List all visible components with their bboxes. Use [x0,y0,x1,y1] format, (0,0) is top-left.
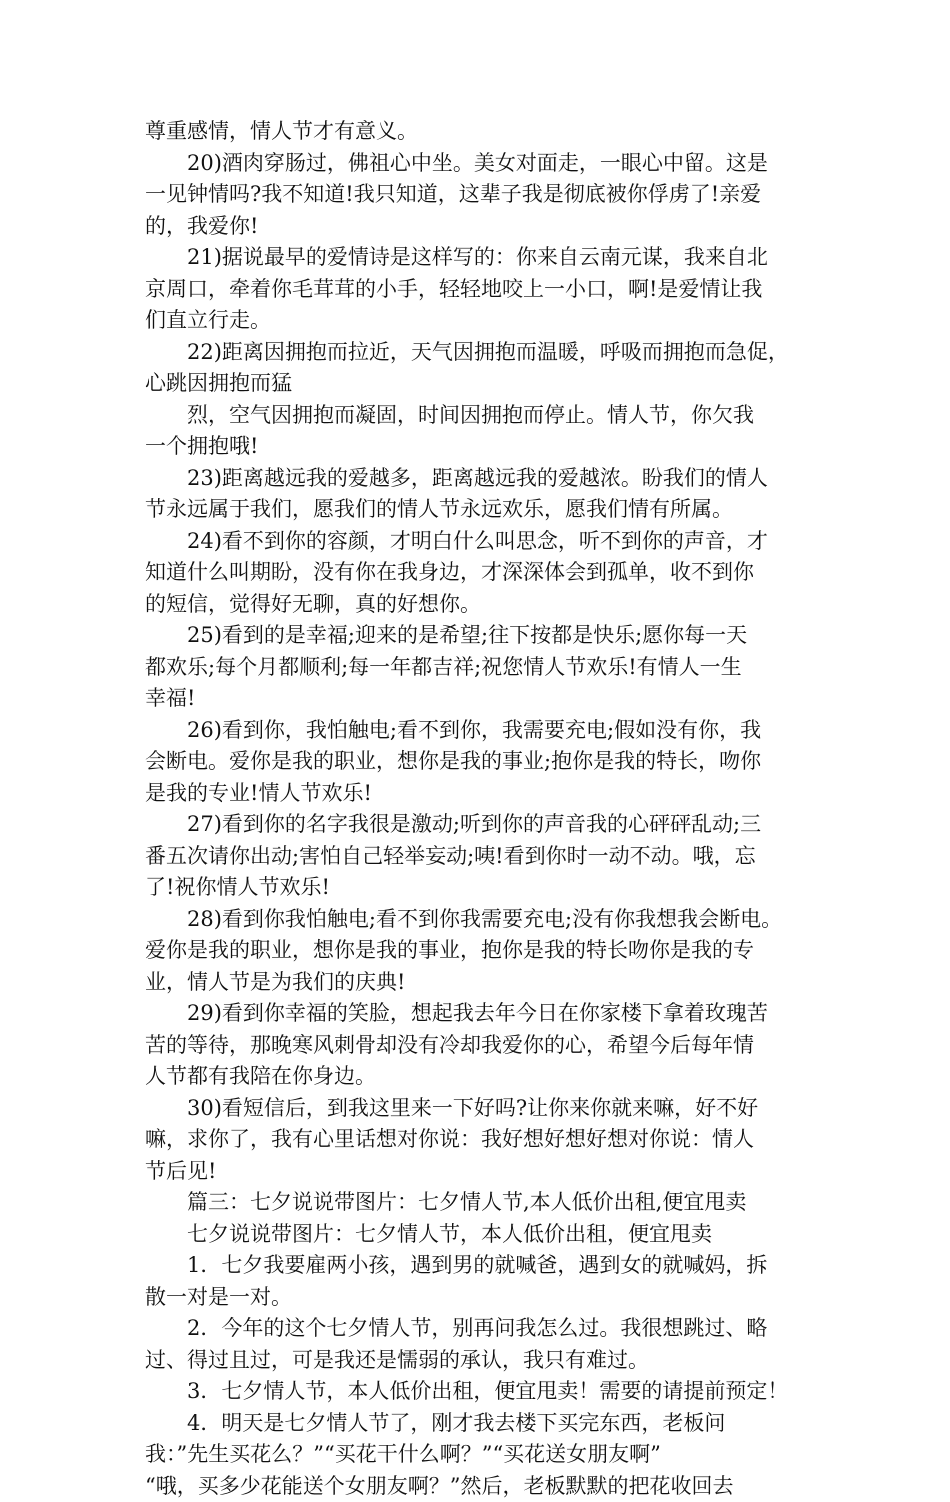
text-line: 节永远属于我们，愿我们的情人节永远欢乐，愿我们情有所属。 [145,494,815,526]
text-line: 20)酒肉穿肠过，佛祖心中坐。美女对面走，一眼心中留。这是 [145,148,815,180]
text-line: 嘛，求你了，我有心里话想对你说：我好想好想好想对你说：情人 [145,1124,815,1156]
text-line: 幸福! [145,683,815,715]
text-line: 23)距离越远我的爱越多，距离越远我的爱越浓。盼我们的情人 [145,463,815,495]
text-line: 苦的等待，那晚寒风刺骨却没有冷却我爱你的心，希望今后每年情 [145,1030,815,1062]
text-line: 的，我爱你! [145,211,815,243]
text-line: 26)看到你，我怕触电;看不到你，我需要充电;假如没有你，我 [145,715,815,747]
text-line: 的短信，觉得好无聊，真的好想你。 [145,589,815,621]
text-line: 都欢乐;每个月都顺利;每一年都吉祥;祝您情人节欢乐!有情人一生 [145,652,815,684]
text-line: 心跳因拥抱而猛 [145,368,815,400]
text-line: 会断电。爱你是我的职业，想你是我的事业;抱你是我的特长，吻你 [145,746,815,778]
text-line: 了!祝你情人节欢乐! [145,872,815,904]
text-line: 30)看短信后，到我这里来一下好吗?让你来你就来嘛，好不好 [145,1093,815,1125]
text-line: 七夕说说带图片：七夕情人节，本人低价出租，便宜甩卖 [145,1219,815,1251]
text-line: 27)看到你的名字我很是激动;听到你的声音我的心砰砰乱动;三 [145,809,815,841]
text-line: 29)看到你幸福的笑脸，想起我去年今日在你家楼下拿着玫瑰苦 [145,998,815,1030]
text-line: 烈，空气因拥抱而凝固，时间因拥抱而停止。情人节，你欠我 [145,400,815,432]
text-line: 知道什么叫期盼，没有你在我身边，才深深体会到孤单，收不到你 [145,557,815,589]
text-line: 们直立行走。 [145,305,815,337]
text-line: 我：”先生买花么？”“买花干什么啊？”“买花送女朋友啊” [145,1439,815,1471]
text-line: 番五次请你出动;害怕自己轻举妄动;咦!看到你时一动不动。哦，忘 [145,841,815,873]
text-line: 2．今年的这个七夕情人节，别再问我怎么过。我很想跳过、略 [145,1313,815,1345]
document-body [145,116,815,1502]
text-line: 21)据说最早的爱情诗是这样写的：你来自云南元谋，我来自北 [145,242,815,274]
text-line: 25)看到的是幸福;迎来的是希望;往下按都是快乐;愿你每一天 [145,620,815,652]
text-line: “哦，买多少花能送个女朋友啊？”然后，老板默默的把花收回去 [145,1471,815,1502]
text-line: 过、得过且过，可是我还是懦弱的承认，我只有难过。 [145,1345,815,1377]
text-line: 22)距离因拥抱而拉近，天气因拥抱而温暖，呼吸而拥抱而急促， [145,337,815,369]
text-line: 是我的专业!情人节欢乐! [145,778,815,810]
text-line: 节后见! [145,1156,815,1188]
text-line: 京周口，牵着你毛茸茸的小手，轻轻地咬上一小口，啊!是爱情让我 [145,274,815,306]
text-line: 散一对是一对。 [145,1282,815,1314]
text-line: 一个拥抱哦! [145,431,815,463]
text-line: 28)看到你我怕触电;看不到你我需要充电;没有你我想我会断电。 [145,904,815,936]
text-line: 1．七夕我要雇两小孩，遇到男的就喊爸，遇到女的就喊妈，拆 [145,1250,815,1282]
text-line: 3．七夕情人节，本人低价出租，便宜甩卖！需要的请提前预定！ [145,1376,815,1408]
text-line: 篇三：七夕说说带图片：七夕情人节,本人低价出租,便宜甩卖 [145,1187,815,1219]
text-line: 爱你是我的职业，想你是我的事业，抱你是我的特长吻你是我的专 [145,935,815,967]
text-line: 4．明天是七夕情人节了，刚才我去楼下买完东西，老板问 [145,1408,815,1440]
text-line: 业，情人节是为我们的庆典! [145,967,815,999]
text-line: 一见钟情吗?我不知道!我只知道，这辈子我是彻底被你俘虏了!亲爱 [145,179,815,211]
text-line: 24)看不到你的容颜，才明白什么叫思念，听不到你的声音，才 [145,526,815,558]
text-line: 尊重感情，情人节才有意义。 [145,116,815,148]
text-line: 人节都有我陪在你身边。 [145,1061,815,1093]
